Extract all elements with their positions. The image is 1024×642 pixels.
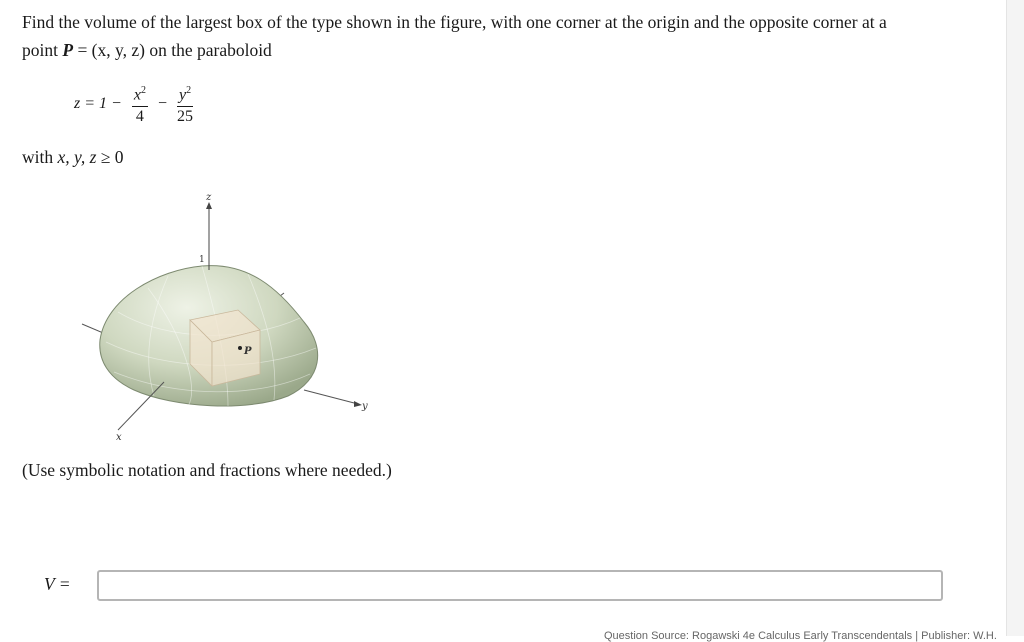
point-p-marker: [238, 346, 242, 350]
notation-hint: (Use symbolic notation and fractions where needed.): [22, 460, 392, 480]
y-axis-front: [304, 390, 358, 404]
question-line-2: point P = (x, y, z) on the paraboloid: [22, 40, 272, 60]
nonnegativity-condition: with x, y, z ≥ 0: [22, 147, 124, 167]
axis-label-y: y: [362, 401, 368, 412]
point-p-coordinates: = (x, y, z): [77, 40, 145, 60]
question-text: [22, 8, 992, 64]
z-tick-label: 1: [199, 255, 205, 265]
equation-minus: −: [157, 95, 167, 112]
axis-label-x: x: [116, 432, 122, 443]
point-p-symbol: P: [62, 40, 74, 60]
paraboloid-equation: [70, 76, 199, 132]
z-axis-arrow: [206, 202, 212, 209]
y-axis-arrow: [354, 401, 362, 407]
equation-lhs: z = 1 −: [74, 95, 122, 112]
question-source-footer: Question Source: Rogawski 4e Calculus Early Transcendentals | Publisher: W.H.: [604, 630, 997, 642]
answer-label: V =: [44, 574, 71, 594]
fraction-x-squared-over-4: $\frac{x^2}{4}$: [132, 81, 148, 126]
question-line-1: Find the volume of the largest box of the type shown in the figure, with one corner at the origin and the opposite corner at a: [22, 12, 887, 32]
volume-answer-input[interactable]: [97, 570, 943, 601]
point-p-label: P: [244, 346, 252, 357]
axis-label-z: z: [206, 192, 212, 203]
fraction-y-squared-over-25: $\frac{y^2}{25}$: [177, 81, 193, 126]
vertical-scrollbar[interactable]: [1006, 0, 1024, 636]
paraboloid-figure: [78, 192, 378, 444]
